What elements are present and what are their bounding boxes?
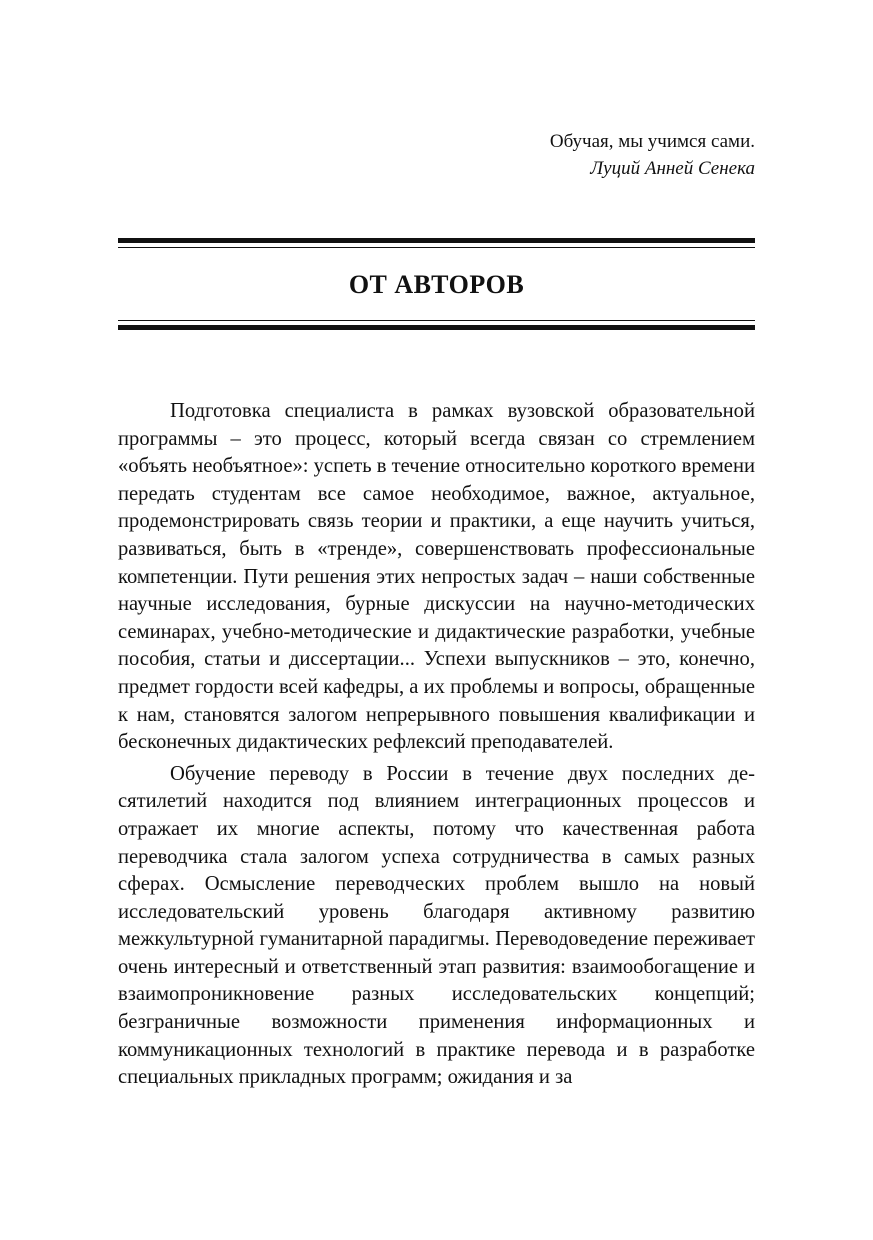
chapter-title: ОТ АВТОРОВ — [348, 270, 525, 299]
bottom-thick-rule — [118, 325, 755, 330]
chapter-header — [118, 238, 755, 330]
paragraph: Обучение переводу в России в течение двух последних десятилетий находится под влиянием интеграционных процессов и отражает их многие аспекты, потому что качественная работа переводчика стала залогом успеха сотрудничества в самых разных сферах. Осмысление переводческих проблем вышло на новый исследовательский уровень благодаря активному развитию межкультурной гуманитарной парадигмы. Переводоведение переживает очень интересный и ответственный этап развития: взаимообогащение и взаимопроникновение разных исследовательских концепций; безграничные возможности применения информационных и коммуникационных технологий в практике перевода и в разработке специальных прикладных программ; ожидания и за — [118, 762, 755, 1089]
top-thin-rule — [118, 247, 755, 248]
epigraph — [550, 128, 755, 182]
paragraph: Подготовка специалиста в рамках вузовской образовательной программы – это процесс, который всегда связан со стремлением «объять необъятное»: успеть в течение относительно короткого времени передать студентам все самое необходимое, важное, актуальное, продемонстрировать связь теории и практики, а еще научить учиться, развиваться, быть в «тренде», совершенствовать профессиональные компетенции. Пути решения этих непростых задач – наши собственные научные исследования, бурные дискуссии на научно-методических семинарах, учебно-методические и дидактические разработки, учебные пособия, статьи и диссертации... Успехи выпускников – это, конечно, предмет гордости всей кафедры, а их проблемы и вопросы, обращенные к нам, становятся залогом непрерывного повышения квалификации и бесконечных дидактических рефлексий преподавателей. — [118, 400, 755, 754]
epigraph-quote: Обучая, мы учимся сами. — [549, 131, 755, 152]
body-text — [118, 398, 755, 1096]
epigraph-author: Луций Анней Сенека — [590, 158, 755, 179]
